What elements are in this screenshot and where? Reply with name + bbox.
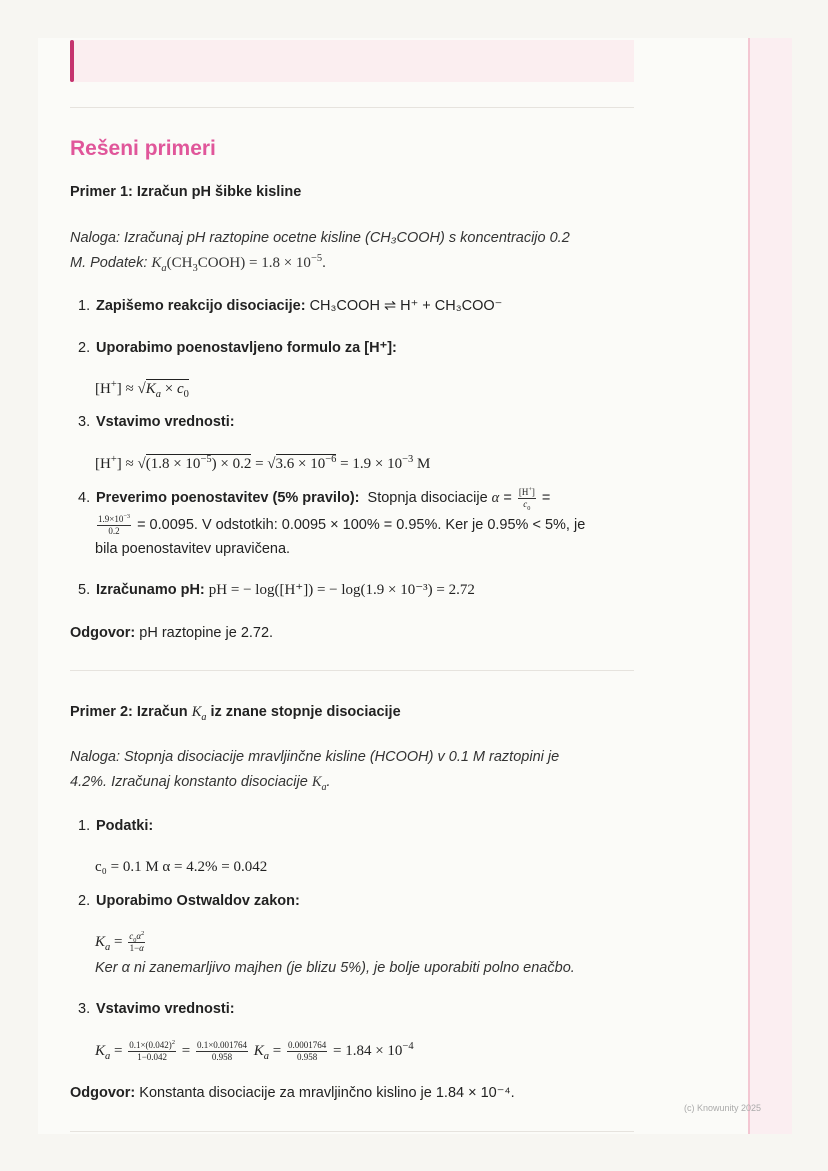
ex2-step-1: 1. Podatki: xyxy=(78,818,154,834)
ex2-step-2-note: Ker α ni zanemarljivo majhen (je blizu 5%), je bolje uporabiti polno enačbo. xyxy=(95,960,575,976)
ex1-step-3: 3. Vstavimo vrednosti: xyxy=(78,414,235,430)
divider xyxy=(70,107,634,108)
ex2-step-2: 2. Uporabimo Ostwaldov zakon: xyxy=(78,893,300,909)
copyright-footer: (c) Knowunity 2025 xyxy=(684,1103,762,1113)
ex1-step-4-line2: $\frac{1.9\times 10^{-3}}{0.2}$ = 0.0095. V odstotkih: 0.0095 × 100% = 0.95%. Ker je 0.95% < 5%, je xyxy=(98,512,586,536)
example-2-title: Primer 2: Izračun $K_a$ iz znane stopnje disociacije xyxy=(70,704,401,723)
ex1-step-2: 2. Uporabimo poenostavljeno formulo za [H⁺]: xyxy=(78,340,397,356)
ex1-answer: Odgovor: pH raztopine je 2.72. xyxy=(70,625,274,641)
example-2-task-line2: 4.2%. Izračunaj konstanto disociacije $K_a$. xyxy=(70,774,331,793)
example-2-task-line1: Naloga: Stopnja disociacije mravljinčne kisline (HCOOH) v 0.1 M raztopini je xyxy=(70,749,560,765)
divider xyxy=(70,670,634,671)
ex1-step-5: 5. Izračunamo pH: pH = − log([H⁺]) = − log(1.9 × 10⁻³) = 2.72 xyxy=(78,582,475,598)
ex2-answer: Odgovor: Konstanta disociacije za mravljinčno kislino je 1.84 × 10⁻⁴. xyxy=(70,1085,515,1101)
divider xyxy=(70,1131,634,1132)
header-banner xyxy=(70,40,634,82)
ex1-formula-values: $[H^+] \approx √(1.8 \times 10^{-5}) \times 0.2 = √3.6 \times 10^{-6} = 1.9 \times 10^{-3}$ M xyxy=(95,454,431,472)
ex2-calculation: $K_a$ = $\frac{0.1\times(0.042)^2}{1-0.042}$ = $\frac{0.1\times 0.001764}{0.958}$ $K_a$ = $\frac{0.0001764}{0.958}$ = $1.84 \times 10^{-4}$ xyxy=(95,1039,414,1063)
ex1-step-4-line3: bila poenostavitev upravičena. xyxy=(95,541,291,557)
ex1-formula-hplus: $[H^+] \approx √K_a \times c_0$ xyxy=(95,379,189,400)
ex2-given-values: c₀ = 0.1 M α = 4.2% = 0.042 xyxy=(95,859,268,875)
example-1-title: Primer 1: Izračun pH šibke kisline xyxy=(70,184,302,200)
ex2-ostwald-formula: $K_a$ = $\frac{c_0\alpha^2}{1-\alpha}$ xyxy=(95,930,145,954)
ex1-step-1: 1. Zapišemo reakcijo disociacije: CH₃COOH ⇌ H⁺ + CH₃COO⁻ xyxy=(78,298,503,314)
margin-strip xyxy=(748,38,792,1134)
section-title: Rešeni primeri xyxy=(70,137,216,160)
example-1-task-line1: Naloga: Izračunaj pH raztopine ocetne kisline (CH₃COOH) s koncentracijo 0.2 xyxy=(70,230,570,246)
ex2-step-3: 3. Vstavimo vrednosti: xyxy=(78,1001,235,1017)
ex1-step-4: 4. Preverimo poenostavitev (5% pravilo): Stopnja disociacije α = $\frac{[H^+]}{c_0}$ = xyxy=(78,485,551,512)
example-1-task-line2: M. Podatek: $K_a(CH_3COOH) = 1.8 \times 10^{-5}$. xyxy=(70,253,326,274)
header-accent-bar xyxy=(70,40,74,82)
